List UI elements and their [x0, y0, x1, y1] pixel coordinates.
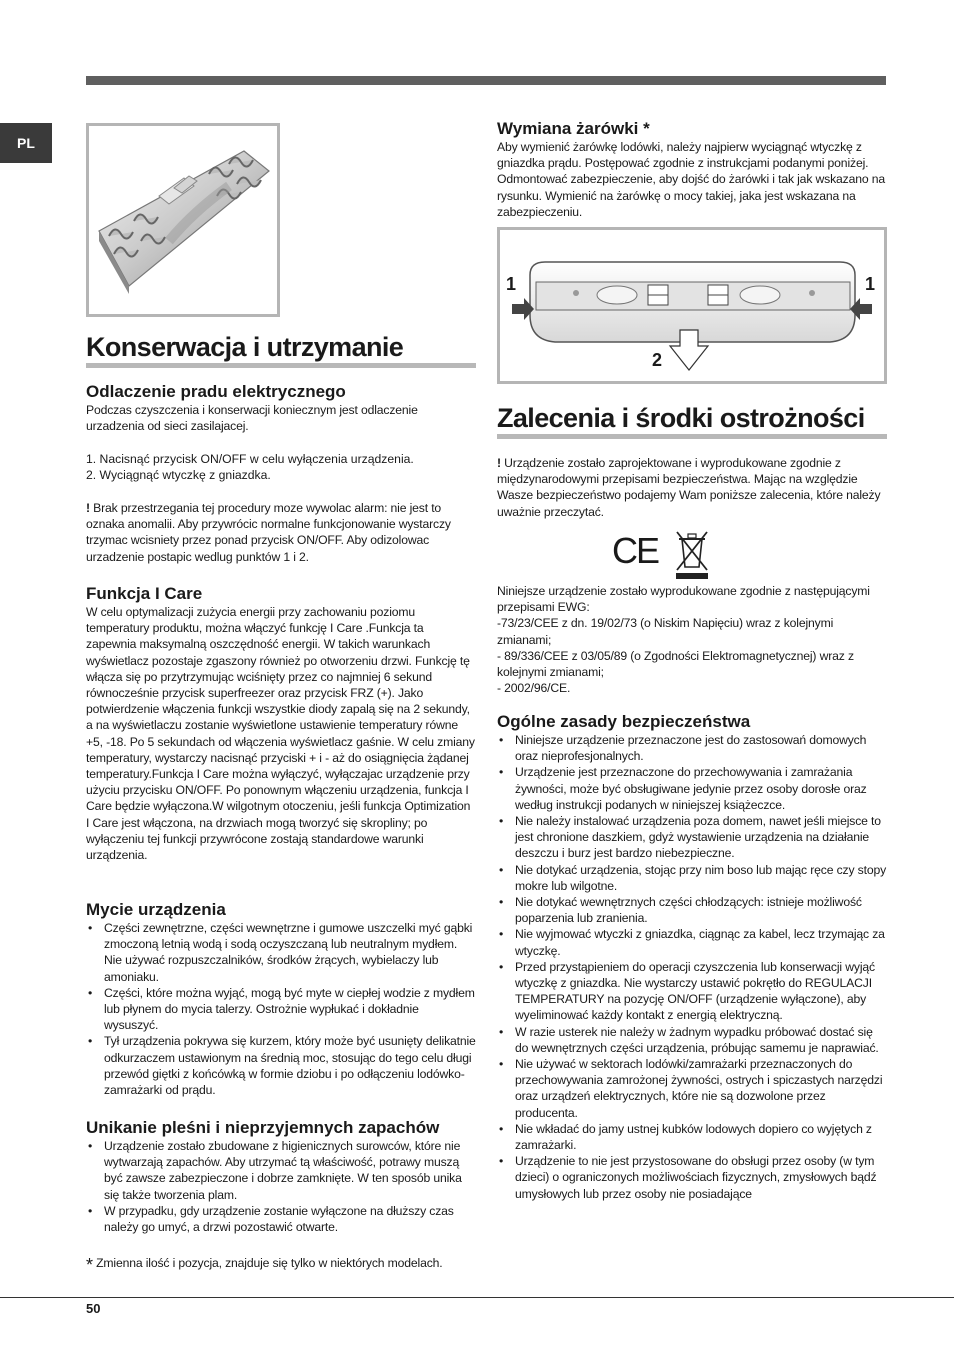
intro-text: Urządzenie zostało zaprojektowane i wyprodukowane zgodnie z międzynarodowymi przepisami bezpieczeństwa. Mając na względzie Wasze bezpieczeństwo podajemy Wam poniższe zalecenia, które należy uważnie przeczytać. — [497, 456, 881, 519]
power-warning — [86, 500, 476, 565]
ce-mark-icon: CE — [612, 530, 659, 571]
list-item: • Części, które można wyjąć, mogą być myte w ciepłej wodzie z mydłem lub płynem do mycia talerzy. Ostrożnie wypłukać i dokładnie wysuszyć. — [86, 985, 476, 1034]
list-item: • Nie wkładać do jamy ustnej kubków lodowych dopiero co wyjętych z zamrażarki. — [497, 1121, 887, 1153]
directive-line: - 89/336/CEE z 03/05/89 (o Zgodności Elektromagnetycznej) wraz z kolejnymi zmianami; — [497, 648, 854, 680]
label-step-1-left: 1 — [506, 274, 517, 294]
warning-text: Brak przestrzegania tej procedury moze wywolac alarm: nie jest to oznaka anomalii. Aby przywrócic normalne funkcjonowanie wystarczy trzymac wcisniety przez ponad przycisk ON/OFF. Aby odizolowac urzadzenie postapic wedlug punktów 1 i 2. — [86, 501, 451, 564]
list-item: 2. Wyciągnąć wtyczkę z gniazdka. — [86, 468, 271, 483]
list-item: • Nie dotykać wewnętrznych części chłodzących: istnieje możliwość poparzenia lub zranienia. — [497, 894, 887, 926]
weee-bin-icon — [674, 529, 710, 581]
footnote — [86, 1255, 486, 1273]
safety-list — [497, 732, 887, 1202]
list-item: • Części zewnętrzne, części wewnętrzne i gumowe uszczelki myć gąbki zmoczoną letnią wodą i sodą oczyszczaną lub neutralnym mydłem. Nie używać rozpuszczalników, środków żrących, wybielaczy lub amoniaku. — [86, 920, 476, 985]
list-item: • Tył urządzenia pokrywa się kurzem, który może być usunięty delikatnie odkurzaczem ustawionym na średnią moc, stosując do tego celu długi przewód giętki z końcówką w formie dziobu i po odłączeniu lodówko- zamrażarki od prądu. — [86, 1033, 476, 1098]
certification-marks — [612, 529, 712, 581]
list-item: • Urządzenie zostało zbudowane z higienicznych surowców, które nie wytwarzają zapachów. Aby utrzymać tą właściwość, potrawy muszą być zawsze zabezpieczone i dobrze zamknięte. W ten sposób unika się także tworzenia plam. — [86, 1138, 476, 1203]
section-title-bulb: Wymiana żarówki * — [497, 119, 650, 138]
section-title-general-safety: Ogólne zasady bezpieczeństwa — [497, 712, 751, 731]
list-item: • Przed przystąpieniem do operacji czyszczenia lub konserwacji wyjąć wtyczkę z gniazdka. Nie wystarczy ustawić pokrętło do REGULACJI TEMPERATURY na pozycję ON/OFF (urządzenie wyłączone), aby wyeliminować każdy kontakt z energią elektryczną. — [497, 959, 887, 1024]
section-title-power: Odlaczenie pradu elektrycznego — [86, 382, 346, 401]
clip-illustration — [86, 123, 280, 317]
page-heading-safety: Zalecenia i środki ostrożności — [497, 403, 865, 433]
cleaning-list — [86, 920, 476, 1098]
label-step-2: 2 — [652, 350, 663, 370]
warning-mark: ! — [86, 501, 90, 515]
ice-clip-image — [89, 126, 277, 314]
warning-mark: ! — [497, 456, 501, 470]
footnote-text: Zmienna ilość i pozycja, znajduje się tylko w niektórych modelach. — [92, 1256, 443, 1270]
list-item: • Niniejsze urządzenie przeznaczone jest do zastosowań domowych oraz nieprofesjonalnych. — [497, 732, 887, 764]
section-title-mold: Unikanie pleśni i nieprzyjemnych zapachów — [86, 1118, 440, 1137]
list-item: • Nie należy instalować urządzenia poza domem, nawet jeśli miejsce to jest chronione daszkiem, gdyż wystawienie urządzenia na działanie deszczu i burz jest bardzo niebezpieczne. — [497, 813, 887, 862]
list-item: • Urządzenie jest przeznaczone do przechowywania i zamrażania żywności, może być obsługiwane jedynie przez osoby dorosłe oraz według instrukcji podanych w niniejszej książeczce. — [497, 764, 887, 813]
power-steps — [86, 451, 476, 483]
list-item: • Nie dotykać urządzenia, stojąc przy nim boso lub mając ręce czy stopy mokre lub wilgotne. — [497, 862, 887, 894]
directive-line: -73/23/CEE z dn. 19/02/73 (o Niskim Napięciu) wraz z kolejnymi zmianami; — [497, 616, 834, 647]
bulb-diagram — [497, 227, 887, 384]
directive-line: - 2002/96/CE. — [497, 681, 571, 696]
icare-text: W celu optymalizacji zużycia energii przy zachowaniu poziomu temperatury produktu, można włączyć funkcję I Care .Funkcja ta zapewnia maksymalną oszczędność energii. W takich warunkach wyświetlacz pozostaje zgaszony również po otworzeniu drzwi. Funkcję tę włącza się po przytrzymując wciśnięty przez co najmniej 6 sekund równocześnie przycisk superfreezer oraz przycisk FRZ (+). Jako potwierdzenie włączenia funkcji wszystkie diody zapalą się na 2 sekundy, a na wyświetlaczu zostanie wyświetlone ustawienie temperatury równe +5, -18. Po 5 sekundach od włączenia wyświetlacz gaśnie. W celu zmiany temperatury, wystarczy nacisnąć przyciski + i - aż do osiągnięcia żądanej temperatury.Funkcja I Care można wyłączyć, wyłączajac urządzenie przy użyciu przycisku ON/OFF. Po ponownym włączeniu urządzenia, funkcja I Care będzie wyłączona.W wilgotnym otoczeniu, jeśli funkcja Optimization I Care jest włączona, na drzwiach mogą tworzyć się skropliny; po wyłączeniu tej funkcji przywrócone zostają standardowe warunki urządzenia. — [86, 605, 475, 863]
list-item: • W razie usterek nie należy w żadnym wypadku próbować dostać się do wewnętrznych części urządzenia, próbując samemu je naprawiać. — [497, 1024, 887, 1056]
list-item: • Nie wyjmować wtyczki z gniazdka, ciągnąc za kabel, lecz trzymając za wtyczkę. — [497, 926, 887, 958]
heading-underline — [86, 363, 476, 368]
footnote-star: * — [86, 1255, 93, 1275]
top-bar — [86, 76, 886, 85]
page-heading-maintenance: Konserwacja i utrzymanie — [86, 332, 404, 362]
section-title-cleaning: Mycie urządzenia — [86, 900, 226, 919]
section-title-icare: Funkcja I Care — [86, 584, 203, 603]
heading-underline — [497, 434, 887, 439]
safety-intro — [497, 455, 887, 520]
power-intro: Podczas czyszczenia i konserwacji koniecznym jest odlaczenie urzadzenia od sieci zasilajacej. — [86, 403, 418, 434]
footer-rule — [0, 1297, 954, 1298]
list-item: 1. Nacisnąć przycisk ON/OFF w celu wyłączenia urządzenia. — [86, 452, 414, 466]
mold-list — [86, 1138, 476, 1235]
list-item: • Nie używać w sektorach lodówki/zamrażarki przeznaczonych do przechowywania zamrożonej żywności, ostrych i spiczastych narzędzi oraz urządzeń elektrycznych, które nie są dozwolone przez producenta. — [497, 1056, 887, 1121]
page-number: 50 — [86, 1301, 101, 1316]
label-step-1-right: 1 — [865, 274, 876, 294]
directives — [497, 583, 887, 696]
list-item: • W przypadku, gdy urządzenie zostanie wyłączone na dłuższy czas należy go umyć, a drzwi pozostawić otwarte. — [86, 1203, 476, 1235]
lamp-cover-image — [500, 230, 884, 381]
list-item: • Urządzenie to nie jest przystosowane do obsługi przez osoby (w tym dzieci) o ograniczonych możliwościach fizycznych, zmysłowych bądź umysłowych lub przez osoby nie posiadające — [497, 1153, 887, 1202]
directive-line: Niniejsze urządzenie zostało wyprodukowane zgodnie z następującymi przepisami EWG: — [497, 584, 870, 615]
language-tab: PL — [0, 123, 52, 163]
bulb-text: Aby wymienić żarówkę lodówki, należy najpierw wyciągnąć wtyczkę z gniazdka prądu. Postępować zgodnie z instrukcjami podanymi poniżej. Odmontować zabezpieczenie, aby dojść do żarówki i tak jak wskazano na rysunku. Wymienić na żarówkę o mocy takiej, jaka jest wskazana na zabezpieczeniu. — [497, 140, 885, 219]
